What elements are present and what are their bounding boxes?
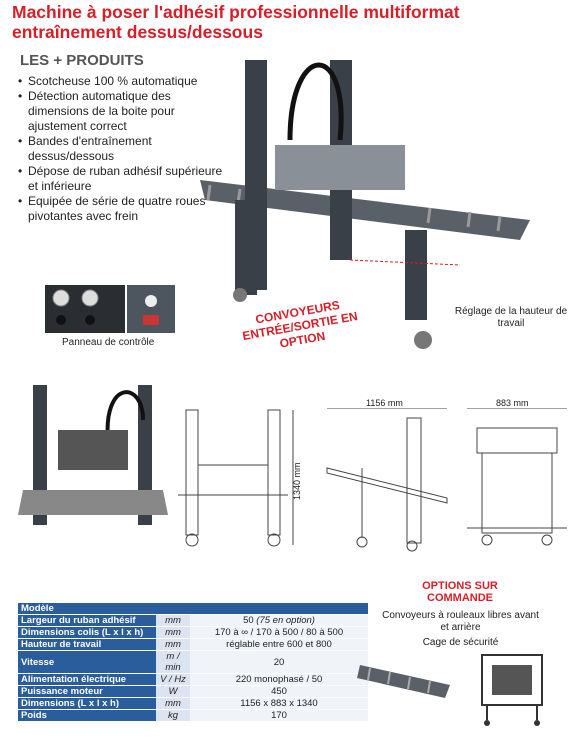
row-label: Dimensions (L x l x h) (18, 698, 156, 710)
row-unit: W (156, 686, 190, 698)
row-unit: mm (156, 698, 190, 710)
option-conveyor-image (355, 650, 455, 705)
row-value: 20 (190, 651, 368, 674)
row-label: Poids (18, 710, 156, 722)
products-heading: LES + PRODUITS (20, 52, 144, 69)
table-row (18, 674, 368, 686)
panel-caption: Panneau de contrôle (62, 337, 155, 348)
page-title: Machine à poser l'adhésif professionnelle multiformat entraînement dessus/dessous (12, 2, 460, 42)
row-unit: kg (156, 710, 190, 722)
row-label: Vitesse (18, 651, 156, 674)
table-row (18, 686, 368, 698)
feature-item: • Détection automatique des dimensions de la boite pour ajustement correct (18, 89, 223, 134)
row-value: 220 monophasé / 50 (190, 674, 368, 686)
row-unit: mm (156, 627, 190, 639)
row-unit: mm (156, 639, 190, 651)
height-adjust-label: Réglage de la hauteur de travail (454, 306, 568, 329)
table-row (18, 698, 368, 710)
row-label: Alimentation électrique (18, 674, 156, 686)
row-value: 170 à ∞ / 170 à 500 / 80 à 500 (190, 627, 368, 639)
feature-item: • Bandes d'entraînement dessus/dessous (18, 134, 223, 164)
row-value: réglable entre 600 et 800 (190, 639, 368, 651)
machine-front-photo (18, 380, 168, 540)
row-label: Largeur du ruban adhésif (18, 615, 156, 627)
row-label: Dimensions colis (L x l x h) (18, 627, 156, 639)
front-view-drawing (178, 405, 303, 550)
conveyor-callout: CONVOYEURS ENTRÉE/SORTIE EN OPTION (241, 297, 359, 351)
table-row (18, 627, 368, 639)
table-row (18, 651, 368, 674)
height-dimension: 1340 mm (292, 462, 302, 500)
feature-item: • Scotcheuse 100 % automatique (18, 74, 223, 89)
row-unit: mm (156, 615, 190, 627)
control-panel-image (45, 285, 175, 333)
table-row (18, 639, 368, 651)
feature-item: • Dépose de ruban adhésif supérieure et inférieure (18, 164, 223, 194)
side-view-drawing (322, 408, 452, 553)
specs-table (18, 603, 368, 722)
option-safety-cage: Cage de sécurité (422, 637, 499, 648)
row-value: 170 (190, 710, 368, 722)
table-header: Modèle (18, 603, 156, 615)
options-title: OPTIONS SUR COMMANDE (422, 580, 498, 604)
table-row (18, 710, 368, 722)
end-view-drawing (462, 408, 572, 553)
width-dimension: 883 mm (496, 398, 529, 408)
feature-item: • Equipée de série de quatre roues pivotantes avec frein (18, 194, 223, 224)
row-unit: m / min (156, 651, 190, 674)
length-dimension: 1156 mm (366, 398, 403, 408)
row-unit: V / Hz (156, 674, 190, 686)
table-header-row (18, 603, 368, 615)
row-value: 50 (75 en option) (190, 615, 368, 627)
option-cage-image (462, 650, 562, 730)
row-label: Hauteur de travail (18, 639, 156, 651)
options-list (378, 610, 543, 649)
row-label: Puissance moteur (18, 686, 156, 698)
row-value: 1156 x 883 x 1340 (190, 698, 368, 710)
row-value: 450 (190, 686, 368, 698)
table-row (18, 615, 368, 627)
option-conveyors: Convoyeurs à rouleaux libres avant et arrière (382, 610, 539, 633)
